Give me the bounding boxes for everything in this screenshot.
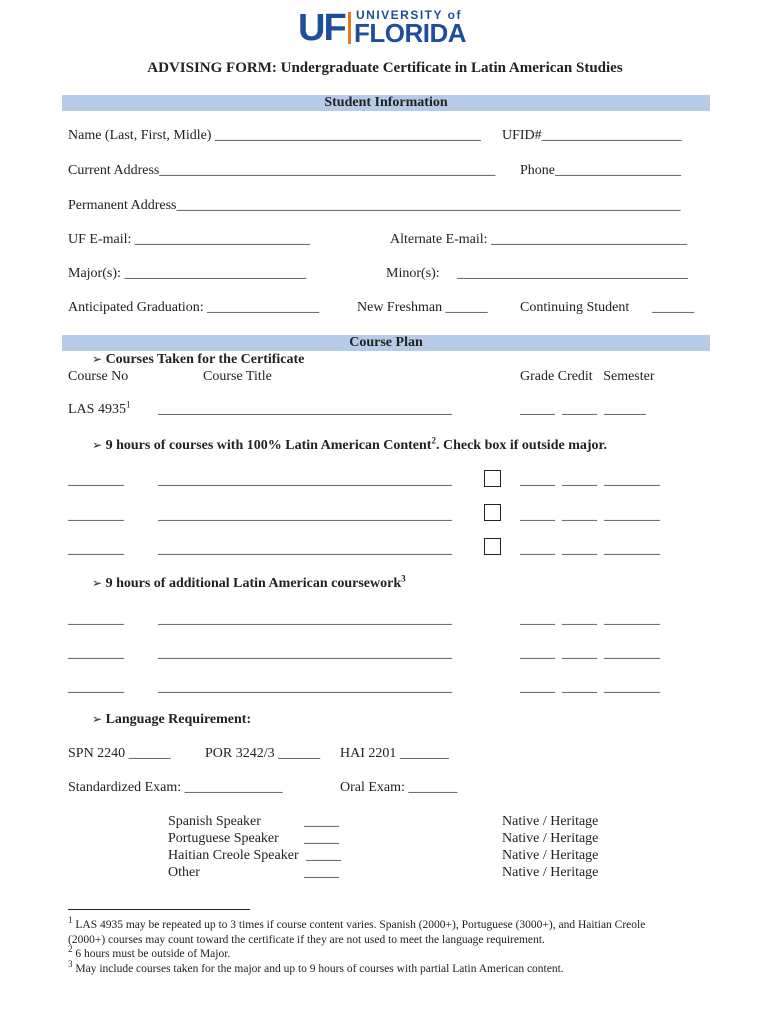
oral-exam-field[interactable]: Oral Exam: _______ [340,780,458,795]
course-title-field[interactable]: __________________________________________ [158,542,452,557]
ufid-field[interactable]: UFID#____________________ [502,128,682,143]
checkbox-icon[interactable] [484,538,501,555]
alternate-email-field[interactable]: Alternate E-mail: ____________________________ [390,232,688,247]
speaker-label: Portuguese Speaker [168,831,279,846]
gcs-field[interactable]: _____ _____ ________ [520,508,660,523]
footnote-1-number: 1 [68,915,73,926]
footnote-2-text: 6 hours must be outside of Major. [72,948,231,960]
continuing-student-label: Continuing Student [520,300,630,315]
course-plan-header: Course Plan [62,335,710,351]
course-no-field[interactable]: ________ [68,542,124,557]
uf-email-field[interactable]: UF E-mail: _________________________ [68,232,310,247]
section-language-label: Language Requirement: [105,712,252,727]
arrow-bullet-icon: ➢ [92,712,103,726]
standardized-exam-field[interactable]: Standardized Exam: ______________ [68,780,283,795]
course-no-field[interactable]: ________ [68,612,124,627]
footnote-3 [68,959,564,975]
section-additional-label: 9 hours of additional Latin American coursework [105,576,402,591]
speaker-blank[interactable]: _____ [306,848,341,863]
section-courses-taken-label: Courses Taken for the Certificate [105,352,305,367]
por-field[interactable]: POR 3242/3 ______ [205,746,321,761]
footnote-divider [68,909,250,910]
checkbox-icon[interactable] [484,470,501,487]
continuing-student-field[interactable]: ______ [652,300,694,315]
col-course-no: Course No [68,369,129,384]
course-title-field[interactable]: __________________________________________ [158,508,452,523]
las-course [68,399,131,418]
native-heritage-label: Native / Heritage [502,831,599,846]
gcs-field[interactable]: _____ _____ ________ [520,680,660,695]
form-title: ADVISING FORM: Undergraduate Certificate in Latin American Studies [147,60,623,76]
majors-field[interactable]: Major(s): __________________________ [68,266,307,281]
current-address-field[interactable]: Current Address________________________________________________ [68,163,496,178]
student-info-header: Student Information [62,95,710,111]
section-language [92,712,251,728]
arrow-bullet-icon: ➢ [92,576,103,590]
las-footnote-ref: 1 [125,399,131,410]
footnote-3-number: 3 [68,959,73,970]
section-additional [92,573,406,592]
section-100-content-label: 9 hours of courses with 100% Latin American Content [105,438,432,453]
anticipated-graduation-field[interactable]: Anticipated Graduation: ________________ [68,300,320,315]
course-no-field[interactable]: ________ [68,473,124,488]
permanent-address-field[interactable]: Permanent Address________________________________________________________________________ [68,198,681,213]
native-heritage-label: Native / Heritage [502,865,599,880]
uf-logo [298,8,476,48]
footnote-1-cont: (2000+) courses may count toward the certificate if they are not used to meet the language requirement. [68,934,545,946]
checkbox-icon[interactable] [484,504,501,521]
las-title-field[interactable]: __________________________________________ [158,402,452,417]
spn-field[interactable]: SPN 2240 ______ [68,746,171,761]
arrow-bullet-icon: ➢ [92,438,103,452]
las-course-number: LAS 4935 [68,402,126,417]
gcs-field[interactable]: _____ _____ ________ [520,542,660,557]
minors-field[interactable]: _________________________________ [457,266,688,281]
course-no-field[interactable]: ________ [68,508,124,523]
gcs-field[interactable]: _____ _____ ________ [520,646,660,661]
speaker-blank[interactable]: _____ [304,814,339,829]
gcs-field[interactable]: _____ _____ ________ [520,612,660,627]
footnote-2 [68,944,231,960]
speaker-label: Spanish Speaker [168,814,261,829]
native-heritage-label: Native / Heritage [502,814,599,829]
speaker-blank[interactable]: _____ [304,865,339,880]
name-field[interactable]: Name (Last, First, Midle) ______________________________________ [68,128,481,143]
arrow-bullet-icon: ➢ [92,352,103,366]
gcs-field[interactable]: _____ _____ ________ [520,473,660,488]
footnote-1 [68,915,646,931]
course-no-field[interactable]: ________ [68,680,124,695]
phone-field[interactable]: Phone__________________ [520,163,681,178]
section-courses-taken [92,352,304,368]
footnote-3-text: May include courses taken for the major and up to 9 hours of courses with partial Latin American content. [72,963,564,975]
speaker-label: Haitian Creole Speaker [168,848,299,863]
footnote-1-text: LAS 4935 may be repeated up to 3 times if course content varies. Spanish (2000+), Portuguese (3000+), and Haitian Creole [72,919,646,931]
las-gcs-field[interactable]: _____ _____ ______ [520,402,646,417]
course-no-field[interactable]: ________ [68,646,124,661]
logo-florida: FLORIDA [354,18,467,48]
course-title-field[interactable]: __________________________________________ [158,680,452,695]
course-title-field[interactable]: __________________________________________ [158,473,452,488]
col-grade-credit-semester: Grade Credit Semester [520,369,655,384]
speaker-label: Other [168,865,200,880]
section3-footnote-ref: 3 [401,573,406,584]
logo-university: UNIVERSITY of [356,8,462,22]
new-freshman-field[interactable]: New Freshman ______ [357,300,488,315]
course-title-field[interactable]: __________________________________________ [158,612,452,627]
logo-uf: UF [298,7,345,49]
logo-divider [348,12,351,44]
section2-footnote-ref: 2 [431,435,436,446]
speaker-blank[interactable]: _____ [304,831,339,846]
col-course-title: Course Title [203,369,272,384]
native-heritage-label: Native / Heritage [502,848,599,863]
section-100-content [92,435,607,454]
course-title-field[interactable]: __________________________________________ [158,646,452,661]
section2-tail: . Check box if outside major. [435,438,607,453]
hai-field[interactable]: HAI 2201 _______ [340,746,449,761]
minors-label: Minor(s): [386,266,440,281]
footnote-2-number: 2 [68,944,73,955]
